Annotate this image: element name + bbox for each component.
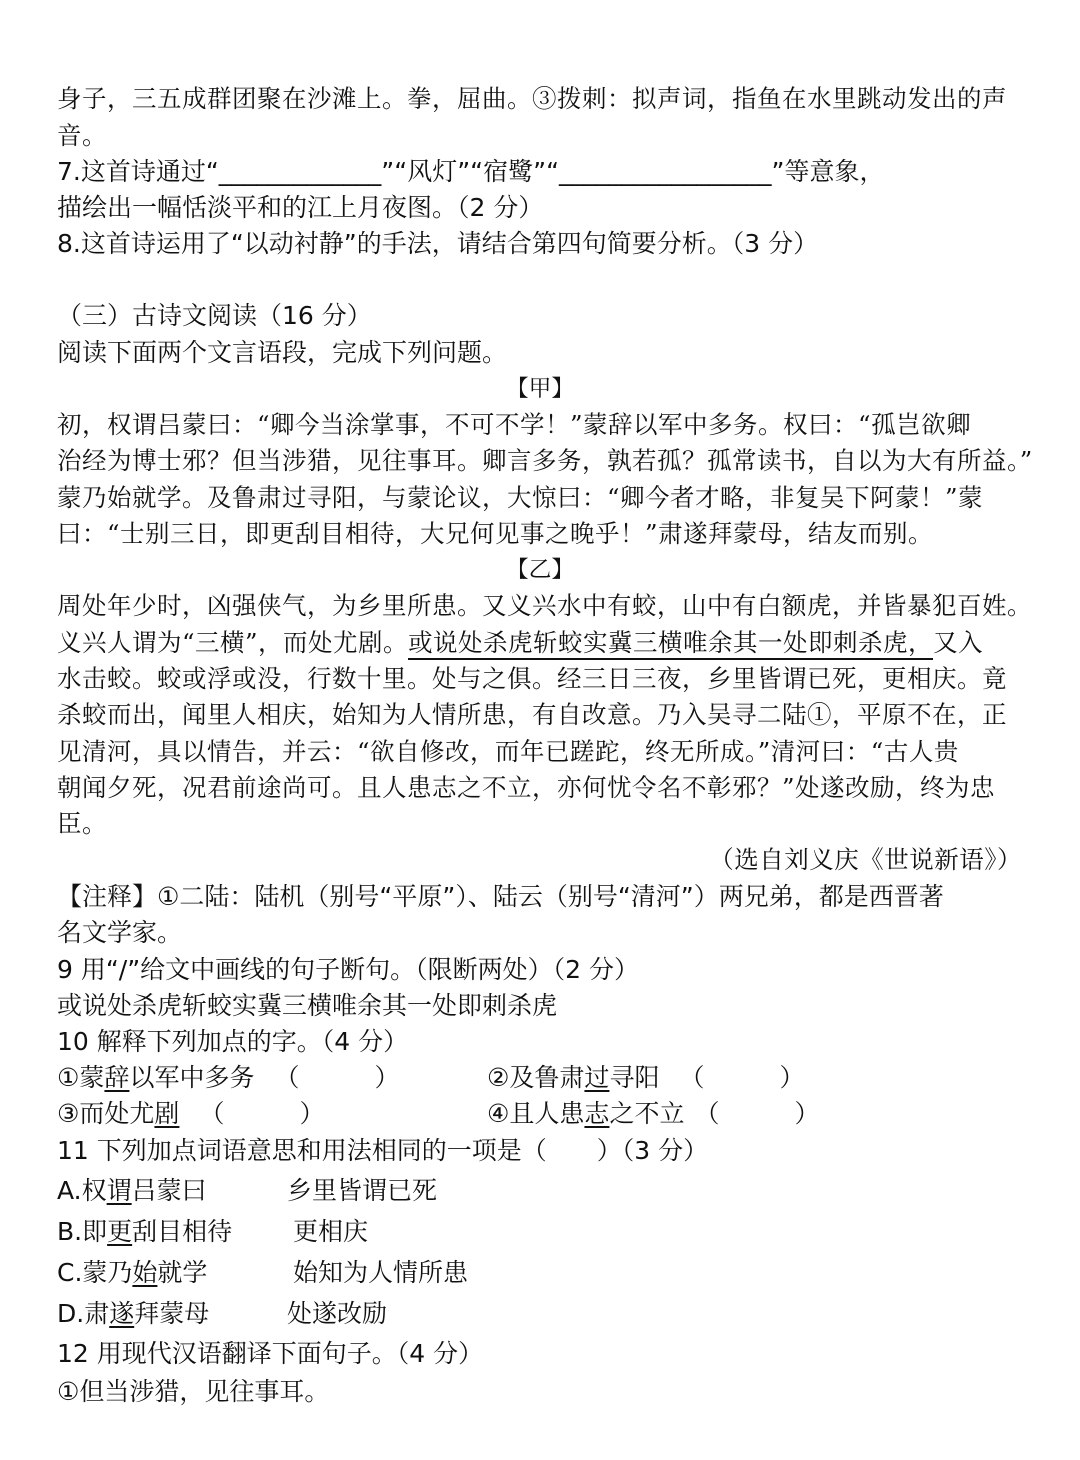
question-9: 9 用“/”给文中画线的句子断句。（限断两处）（2 分） bbox=[57, 955, 640, 984]
dotted-char: 辞 bbox=[104, 1063, 130, 1092]
option-b bbox=[57, 1217, 232, 1247]
option-d-compare: 处遂改励 bbox=[287, 1299, 388, 1328]
option-a bbox=[57, 1176, 207, 1206]
question-12: 12 用现代汉语翻译下面句子。（4 分） bbox=[57, 1339, 484, 1368]
option-c-compare: 始知为人情所患 bbox=[293, 1258, 469, 1287]
question-11: 11 下列加点词语意思和用法相同的一项是（ ）（3 分） bbox=[57, 1136, 709, 1165]
passage-b-line: 朝闻夕死，况君前途尚可。且人患志之不立，亦何忧令名不彰邪？”处遂改励，终为忠 bbox=[57, 773, 996, 802]
option-b-compare: 更相庆 bbox=[293, 1217, 369, 1246]
passage-a-line: 治经为博士邪？但当涉猎，见往事耳。卿言多务，孰若孤？孤常读书，自以为大有所益。” bbox=[57, 446, 1033, 475]
question-12-sentence: ①但当涉猎，见往事耳。 bbox=[57, 1377, 330, 1406]
instruction: 阅读下面两个文言语段，完成下列问题。 bbox=[57, 338, 508, 367]
dotted-char: 谓 bbox=[106, 1176, 132, 1205]
dotted-char: 志 bbox=[584, 1099, 610, 1128]
option-text: 就学 bbox=[157, 1258, 208, 1287]
option-text: C.蒙乃 bbox=[57, 1258, 133, 1287]
section-heading: （三）古诗文阅读（16 分） bbox=[57, 301, 372, 330]
option-c bbox=[57, 1258, 207, 1288]
item-text: ③而处尤 bbox=[57, 1099, 155, 1128]
dotted-char: 更 bbox=[107, 1217, 133, 1246]
source-citation: （选自刘义庆《世说新语》） bbox=[709, 845, 1022, 874]
passage-text: 义兴人谓为“三横”，而处尤剧。 bbox=[57, 628, 409, 657]
option-text: D.肃 bbox=[57, 1299, 110, 1328]
passage-a-line: 蒙乃始就学。及鲁肃过寻阳，与蒙论议，大惊曰：“卿今者才略，非复吴下阿蒙！”蒙 bbox=[57, 483, 984, 512]
question-10: 10 解释下列加点的字。（4 分） bbox=[57, 1027, 409, 1056]
option-d bbox=[57, 1299, 209, 1329]
passage-b-line: 杀蛟而出，闻里人相庆，始知为人情所患，有自改意。乃入吴寻二陆①，平原不在，正 bbox=[57, 700, 1007, 729]
question-10-item-3 bbox=[57, 1099, 324, 1129]
dotted-char: 遂 bbox=[109, 1299, 135, 1328]
item-text: ①蒙 bbox=[57, 1063, 105, 1092]
item-text: 以军中多务 bbox=[129, 1063, 255, 1092]
question-8: 8.这首诗运用了“以动衬静”的手法，请结合第四句简要分析。（3 分） bbox=[57, 229, 819, 258]
answer-blank: （ ） bbox=[679, 1063, 805, 1092]
dotted-char: 过 bbox=[584, 1063, 610, 1092]
question-10-item-1 bbox=[57, 1063, 399, 1093]
annotation-line: 身子，三五成群团聚在沙滩上。拳，屈曲。③拨刺：拟声词，指鱼在水里跳动发出的声 bbox=[57, 84, 1007, 113]
passage-b-line: 见清河，具以情告，并云：“欲自修改，而年已蹉跎，终无所成。”清河曰：“古人贵 bbox=[57, 737, 959, 766]
question-10-item-2 bbox=[487, 1063, 804, 1093]
option-text: 拜蒙母 bbox=[134, 1299, 210, 1328]
option-text: A.权 bbox=[57, 1176, 107, 1205]
option-text: 刮目相待 bbox=[132, 1217, 233, 1246]
passage-b-line: 周处年少时，凶强侠气，为乡里所患。又义兴水中有蛟，山中有白额虎，并皆暴犯百姓。 bbox=[57, 591, 1032, 620]
dotted-char: 始 bbox=[132, 1258, 158, 1287]
question-10-item-4 bbox=[487, 1099, 819, 1129]
item-text: ④且人患 bbox=[487, 1099, 585, 1128]
passage-a-line: 初，权谓吕蒙曰：“卿今当涂掌事，不可不学！”蒙辞以军中多务。权曰：“孤岂欲卿 bbox=[57, 410, 972, 439]
passage-a-line: 曰：“士别三日，即更刮目相待，大兄何见事之晚乎！”肃遂拜蒙母，结友而别。 bbox=[57, 519, 934, 548]
item-text: ②及鲁肃 bbox=[487, 1063, 585, 1092]
answer-blank: （ ） bbox=[694, 1099, 820, 1128]
footnote: 【注释】①二陆：陆机（别号“平原”）、陆云（别号“清河”）两兄弟，都是西晋著 bbox=[57, 882, 944, 911]
passage-b-heading: 【乙】 bbox=[505, 557, 575, 583]
passage-a-heading: 【甲】 bbox=[505, 376, 575, 402]
question-7-cont: 描绘出一幅恬淡平和的江上月夜图。（2 分） bbox=[57, 193, 544, 222]
passage-b-line: 臣。 bbox=[57, 809, 107, 838]
item-text: 寻阳 bbox=[609, 1063, 660, 1092]
passage-b-line: 水击蛟。蛟或浮或没，行数十里。处与之俱。经三日三夜，乡里皆谓已死，更相庆。竟 bbox=[57, 664, 1007, 693]
question-9-sentence: 或说处杀虎斩蛟实冀三横唯余其一处即刺杀虎 bbox=[57, 991, 558, 1020]
item-text: 之不立 bbox=[609, 1099, 685, 1128]
question-7: 7.这首诗通过“_____________”“风灯”“宿鹭”“_________________”等意象， bbox=[57, 157, 885, 186]
passage-text: 又入 bbox=[933, 628, 984, 657]
option-text: 吕蒙曰 bbox=[131, 1176, 207, 1205]
answer-blank: （ ） bbox=[274, 1063, 400, 1092]
footnote-cont: 名文学家。 bbox=[57, 918, 183, 947]
option-a-compare: 乡里皆谓已死 bbox=[287, 1176, 438, 1205]
underlined-sentence: 或说处杀虎斩蛟实冀三横唯余其一处即刺杀虎， bbox=[408, 628, 933, 660]
answer-blank: （ ） bbox=[199, 1099, 325, 1128]
dotted-char: 剧 bbox=[154, 1099, 180, 1128]
passage-b-line bbox=[57, 628, 983, 658]
option-text: B.即 bbox=[57, 1217, 108, 1246]
annotation-line: 音。 bbox=[57, 121, 107, 150]
